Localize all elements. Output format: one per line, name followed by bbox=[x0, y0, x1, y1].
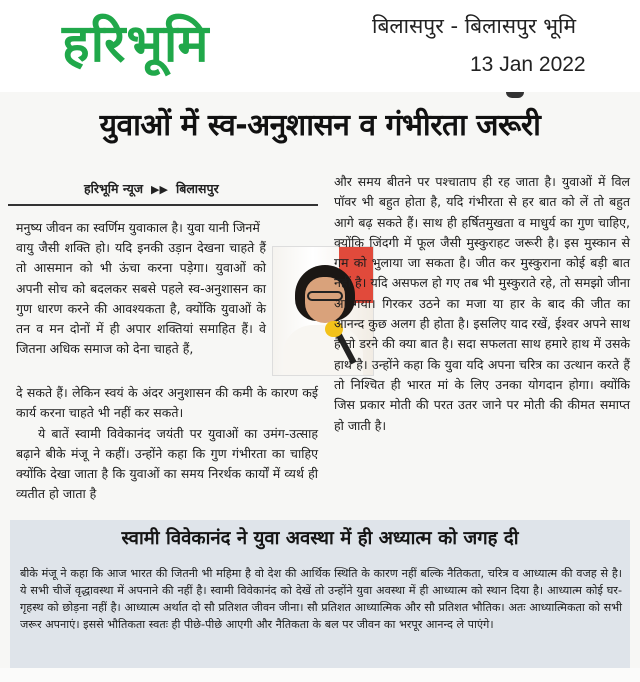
byline-place: बिलासपुर bbox=[175, 181, 219, 196]
bottom-margin bbox=[0, 668, 640, 682]
newspaper-header bbox=[0, 0, 640, 92]
byline-arrows-icon: ▶▶ bbox=[151, 183, 168, 196]
article-column-2 bbox=[334, 172, 630, 436]
column-1-wrap-text: वायु जैसी शक्ति हो। यदि इनकी उड़ान देखना चाहते हैं तो आसमान को भी ऊंचा करना पड़ेगा। युवाओं को अपनी सोच को बदलकर सबसे पहले स्व-अनुशासन का गुण धारण करने की आवश्यकता है, क्योंकि युवाओं के तन व मन दोनों में ही अपार शक्तियां समाहित हैं। वे जितना अधिक समाज को देना चाहते हैं, bbox=[16, 240, 266, 357]
article-column-1-wrap bbox=[16, 238, 266, 360]
article-headline: युवाओं में स्व-अनुशासन व गंभीरता जरूरी bbox=[99, 108, 541, 143]
byline-source: हरिभूमि न्यूज bbox=[84, 181, 144, 196]
column-rule bbox=[8, 204, 318, 206]
article-column-1-top bbox=[16, 218, 318, 238]
column-1-bottom-text: दे सकते हैं। लेकिन स्वयं के अंदर अनुशासन की कमी के कारण कई कार्य करना चाहते भी नहीं कर सकते। bbox=[16, 385, 318, 421]
article-column-1-bottom bbox=[16, 383, 318, 505]
column-1-paragraph-2: ये बातें स्वामी विवेकानंद जयंती पर युवाओं का उमंग-उत्साह बढ़ाने बीके मंजू ने कहीं। उन्होंने कहा कि गुण गंभीरता का चाहिए क्योंकि देखा जाता है कि युवाओं का समय निरर्थक कार्यों में व्यर्थ ही व्यतीत हो जाता है bbox=[16, 425, 318, 502]
publication-date: 13 Jan 2022 bbox=[470, 53, 586, 76]
newspaper-logo: हरिभूमि bbox=[62, 14, 210, 74]
edition-label: बिलासपुर - बिलासपुर भूमि bbox=[372, 14, 577, 38]
column-1-first-line: मनुष्य जीवन का स्वर्णिम युवाकाल है। युवा यानी जिनमें bbox=[16, 220, 260, 235]
highlight-box-text bbox=[20, 565, 622, 633]
column-2-text: और समय बीतने पर पश्चाताप ही रह जाता है। युवाओं में विल पॉवर भी बहुत होता है, यदि गंभीरता से हर बात को लें तो बहुत आगे बढ़ सकते हैं। साथ ही हर्षितमुखता व माधुर्य का गुण चाहिए, क्योंकि जिंदगी में फूल जैसी मुस्कुराहट जरूरी है। इस मुस्कान से गम को भुलाया जा सकता है। जीत कर मुस्कुराना कोई बड़ी बात नहीं है। यदि असफल हो गए तब भी मुस्कुराते रहे, तो समझो जीना आ गया। गिरकर उठने का मजा या हार के बाद की जीत का आनन्द कुछ अलग ही होता है। इसलिए याद रखें, ईश्वर अपने साथ है तो डरने की क्या बात है। सदा सफलता साथ हमारे हाथ में उसके हाथ है। उन्होंने कहा कि युवा यदि अपना चरित्र का उत्थान करते हैं तो निश्चित ही भारत मां के लिए उनका योगदान होगा। क्योंकि जिस प्रकार मोती की परत उतर जाने पर मोती की कीमत समाप्त हो जाती है। bbox=[334, 174, 630, 433]
article-byline bbox=[84, 180, 219, 197]
highlight-box-paragraph: बीके मंजू ने कहा कि आज भारत की जितनी भी महिमा है वो देश की आर्थिक स्थिति के कारण नहीं बल्कि नैतिकता, चरित्र व आध्यात्म की वजह से है। ये सभी चीजें वृद्धावस्था में अपनाने की नहीं है। स्वामी विवेकानंद को देखें तो उन्होंने युवा अवस्था में ही आध्यात्म को स्थान दिया है। आध्यात्म कोई घर-गृहस्थ को छोड़ना नहीं है। आध्यात्म अर्थात दो सौ प्रतिशत जीवन जीना। सौ प्रतिशत आध्यात्मिक और सौ प्रतिशत भौतिक। अतः आध्यात्मिकता को सभी जरूर अपनाएं। इससे भौतिकता स्वतः ही पीछे-पीछे आएगी और नैतिकता के बल पर जीवन का भरपूर आनन्द ले पाएंगे। bbox=[20, 567, 622, 631]
highlight-box-heading: स्वामी विवेकानंद ने युवा अवस्था में ही अध्यात्म को जगह दी bbox=[121, 528, 519, 549]
